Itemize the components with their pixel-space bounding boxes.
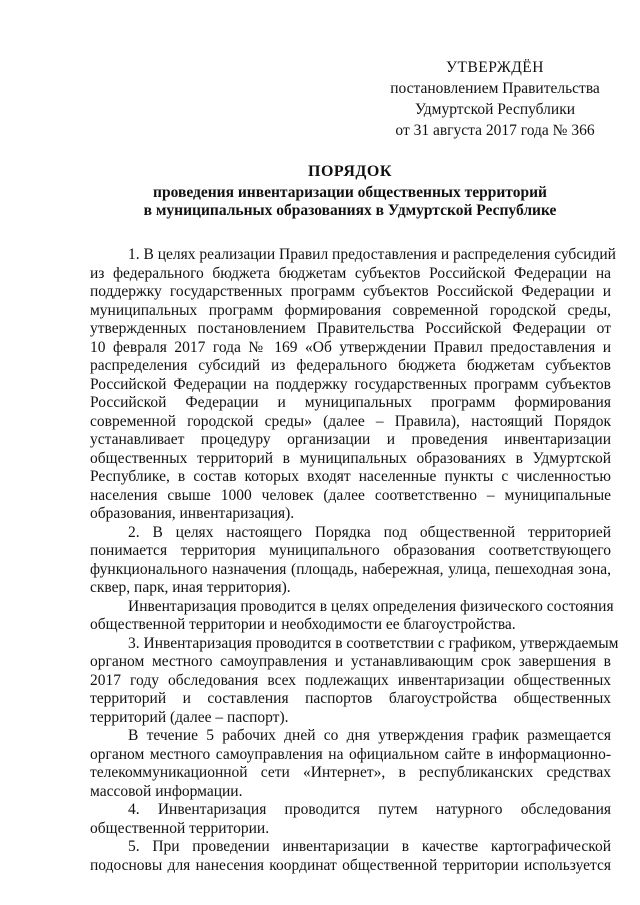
paragraph-line: 3. Инвентаризация проводится в соответствии с графиком, утверждаемым [128, 634, 619, 652]
paragraph-line: Российской Федерации на поддержку государственных программ субъектов [90, 375, 611, 393]
paragraph-line: подосновы для нанесения координат общественной территории используется [90, 856, 611, 874]
paragraph-line: телекоммуникационной сети «Интернет», в республиканских средствах [90, 764, 611, 781]
paragraph-line: органом местного самоуправления и устанавливающим срок завершения в [90, 653, 611, 670]
paragraph-line: 10 февраля 2017 года № 169 «Об утверждении Правил предоставления и [90, 338, 611, 356]
paragraph-line: поддержку государственных программ субъектов Российской Федерации и [90, 283, 611, 300]
paragraph-line: Инвентаризация проводится в целях определения физического состояния [128, 597, 614, 615]
paragraph [90, 524, 611, 598]
paragraph-line: территорий (далее – паспорт). [90, 708, 289, 726]
paragraph-line: общественной территории и необходимости ее благоустройства. [90, 616, 516, 633]
paragraph-line: 2. В целях настоящего Порядка под общественной территорией [128, 523, 611, 541]
paragraph-line: массовой информации. [90, 782, 243, 800]
document-heading [60, 163, 640, 221]
approval-line: от 31 августа 2017 года № 366 [395, 122, 595, 139]
paragraph [90, 801, 611, 838]
document-subtitle: проведения инвентаризации общественных территорий [153, 183, 547, 201]
document-title: ПОРЯДОК [308, 163, 392, 180]
paragraph-line: распределения субсидий из федерального бюджета бюджетам субъектов [90, 357, 611, 374]
approval-line: постановлением Правительства [390, 80, 600, 97]
paragraph-line: 2017 году обследования всех подлежащих инвентаризации общественных [90, 671, 611, 689]
approval-stamp [380, 57, 610, 141]
paragraph-line: общественных территорий в муниципальных образованиях в Удмуртской [90, 449, 611, 467]
paragraph-line: устанавливает процедуру организации и проведения инвентаризации [90, 431, 611, 448]
paragraph-line: функционального назначения (площадь, набережная, улица, пешеходная зона, [90, 560, 611, 578]
paragraph [90, 634, 619, 728]
paragraph-line: современной городской среды» (далее – Правила), настоящий Порядок [90, 412, 611, 430]
paragraph-line: 1. В целях реализации Правил предоставления и распределения субсидий [128, 246, 616, 263]
paragraph-line: общественной территории. [90, 819, 270, 837]
paragraph-line: утвержденных постановлением Правительства Российской Федерации от [90, 320, 611, 337]
paragraph-line: органом местного самоуправления на официальном сайте в информационно- [90, 745, 611, 763]
paragraph-line: 4. Инвентаризация проводится путем натурного обследования [128, 801, 611, 818]
paragraph [90, 838, 611, 875]
approval-title: УТВЕРЖДЁН [446, 59, 544, 76]
paragraph-line: образования, инвентаризация). [90, 505, 295, 522]
paragraph-line: из федерального бюджета бюджетам субъектов Российской Федерации на [90, 264, 611, 282]
paragraph-line: территорий и составления паспортов благоустройства общественных [90, 690, 611, 707]
document-subtitle: в муниципальных образованиях в Удмуртской Республике [143, 202, 557, 219]
approval-line: Удмуртской Республики [414, 101, 576, 118]
document-body [90, 246, 619, 875]
paragraph-line: сквер, парк, иная территория). [90, 579, 291, 596]
paragraph-line: Республике, в состав которых входят населенные пункты с численностью [90, 468, 611, 485]
paragraph-line: Российской Федерации и муниципальных программ формирования [90, 394, 611, 411]
paragraph-line: В течение 5 рабочих дней со дня утверждения график размещается [128, 727, 611, 744]
paragraph-line: муниципальных программ формирования современной городской среды, [90, 301, 611, 319]
paragraph [90, 727, 611, 801]
paragraph [90, 246, 616, 524]
paragraph-line: понимается территория муниципального образования соответствующего [90, 542, 611, 559]
paragraph [90, 597, 614, 635]
paragraph-line: 5. При проведении инвентаризации в качестве картографической [128, 838, 611, 855]
paragraph-line: населения свыше 1000 человек (далее соответственно – муниципальные [90, 486, 611, 504]
